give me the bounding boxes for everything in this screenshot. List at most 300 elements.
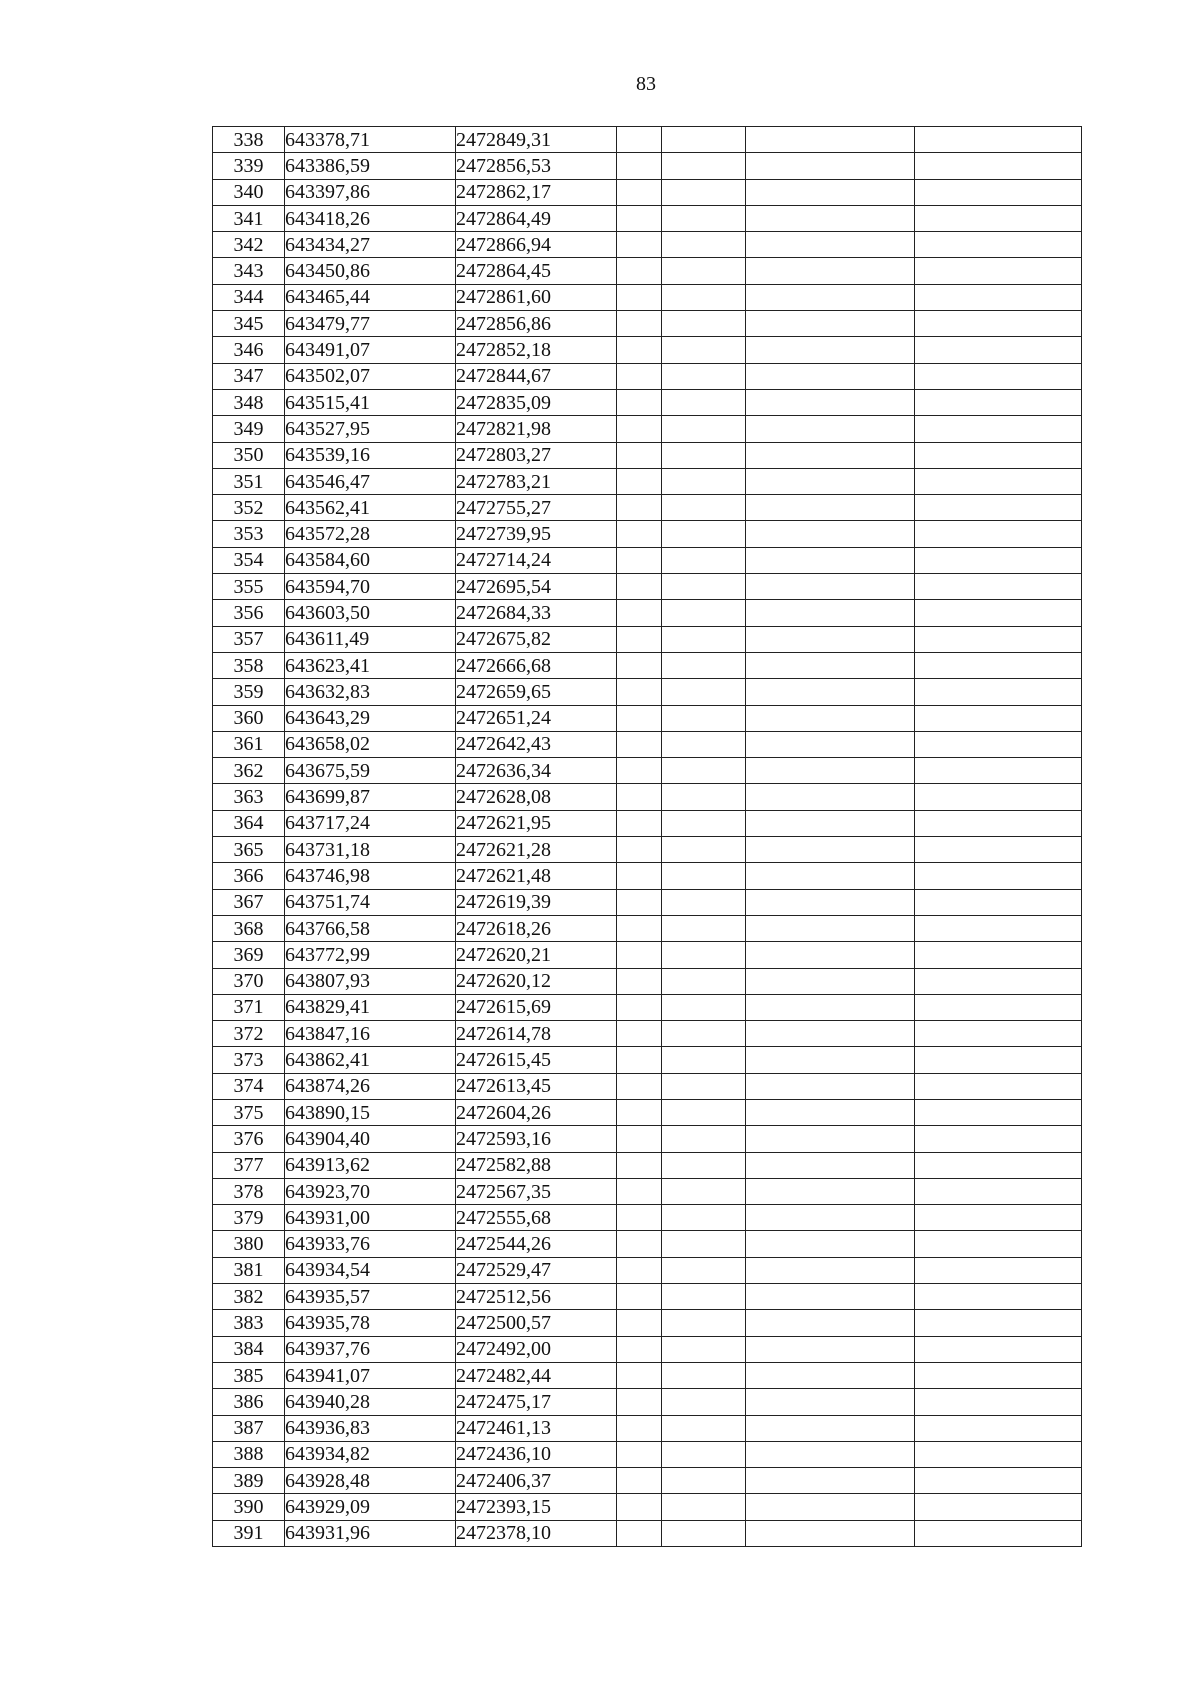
empty-cell [915, 205, 1082, 231]
empty-cell [662, 311, 746, 337]
x-coordinate-cell: 643937,76 [285, 1336, 456, 1362]
table-row [213, 521, 1082, 547]
empty-cell [746, 784, 915, 810]
empty-cell [746, 574, 915, 600]
x-coordinate-cell: 643572,28 [285, 521, 456, 547]
empty-cell [746, 179, 915, 205]
y-coordinate-cell: 2472659,65 [456, 679, 617, 705]
table-row [213, 784, 1082, 810]
table-row [213, 731, 1082, 757]
x-coordinate-cell: 643941,07 [285, 1362, 456, 1388]
empty-cell [746, 205, 915, 231]
empty-cell [662, 337, 746, 363]
table-row [213, 837, 1082, 863]
table-row [213, 1415, 1082, 1441]
x-coordinate-cell: 643378,71 [285, 127, 456, 153]
empty-cell [662, 179, 746, 205]
y-coordinate-cell: 2472475,17 [456, 1389, 617, 1415]
empty-cell [915, 363, 1082, 389]
empty-cell [617, 1126, 662, 1152]
empty-cell [915, 1468, 1082, 1494]
table-row [213, 1520, 1082, 1546]
y-coordinate-cell: 2472378,10 [456, 1520, 617, 1546]
y-coordinate-cell: 2472512,56 [456, 1284, 617, 1310]
empty-cell [915, 574, 1082, 600]
x-coordinate-cell: 643934,82 [285, 1441, 456, 1467]
empty-cell [746, 127, 915, 153]
table-row [213, 1494, 1082, 1520]
point-number-cell: 376 [213, 1126, 285, 1152]
y-coordinate-cell: 2472544,26 [456, 1231, 617, 1257]
x-coordinate-cell: 643546,47 [285, 468, 456, 494]
y-coordinate-cell: 2472856,86 [456, 311, 617, 337]
table-row [213, 311, 1082, 337]
point-number-cell: 359 [213, 679, 285, 705]
empty-cell [662, 705, 746, 731]
point-number-cell: 353 [213, 521, 285, 547]
empty-cell [617, 495, 662, 521]
empty-cell [915, 784, 1082, 810]
point-number-cell: 352 [213, 495, 285, 521]
y-coordinate-cell: 2472864,45 [456, 258, 617, 284]
empty-cell [746, 258, 915, 284]
point-number-cell: 383 [213, 1310, 285, 1336]
empty-cell [915, 758, 1082, 784]
x-coordinate-cell: 643731,18 [285, 837, 456, 863]
empty-cell [617, 337, 662, 363]
empty-cell [746, 1494, 915, 1520]
table-row [213, 626, 1082, 652]
empty-cell [662, 1021, 746, 1047]
point-number-cell: 375 [213, 1099, 285, 1125]
empty-cell [617, 153, 662, 179]
point-number-cell: 373 [213, 1047, 285, 1073]
point-number-cell: 363 [213, 784, 285, 810]
empty-cell [617, 363, 662, 389]
empty-cell [617, 679, 662, 705]
empty-cell [617, 284, 662, 310]
table-row [213, 127, 1082, 153]
empty-cell [617, 442, 662, 468]
y-coordinate-cell: 2472621,28 [456, 837, 617, 863]
point-number-cell: 384 [213, 1336, 285, 1362]
point-number-cell: 338 [213, 127, 285, 153]
empty-cell [617, 652, 662, 678]
empty-cell [915, 389, 1082, 415]
empty-cell [662, 1099, 746, 1125]
empty-cell [662, 1205, 746, 1231]
empty-cell [617, 521, 662, 547]
empty-cell [617, 1284, 662, 1310]
point-number-cell: 388 [213, 1441, 285, 1467]
empty-cell [746, 942, 915, 968]
x-coordinate-cell: 643397,86 [285, 179, 456, 205]
x-coordinate-cell: 643632,83 [285, 679, 456, 705]
y-coordinate-cell: 2472529,47 [456, 1257, 617, 1283]
empty-cell [617, 1152, 662, 1178]
point-number-cell: 379 [213, 1205, 285, 1231]
empty-cell [617, 810, 662, 836]
empty-cell [617, 731, 662, 757]
point-number-cell: 374 [213, 1073, 285, 1099]
empty-cell [746, 994, 915, 1020]
table-row [213, 337, 1082, 363]
point-number-cell: 347 [213, 363, 285, 389]
x-coordinate-cell: 643594,70 [285, 574, 456, 600]
empty-cell [746, 1389, 915, 1415]
empty-cell [662, 679, 746, 705]
empty-cell [915, 232, 1082, 258]
table-row [213, 1362, 1082, 1388]
empty-cell [746, 153, 915, 179]
table-row [213, 1231, 1082, 1257]
y-coordinate-cell: 2472500,57 [456, 1310, 617, 1336]
y-coordinate-cell: 2472864,49 [456, 205, 617, 231]
empty-cell [915, 258, 1082, 284]
empty-cell [662, 205, 746, 231]
empty-cell [617, 889, 662, 915]
point-number-cell: 344 [213, 284, 285, 310]
empty-cell [915, 1441, 1082, 1467]
table-row [213, 1441, 1082, 1467]
empty-cell [746, 1468, 915, 1494]
table-row [213, 1336, 1082, 1362]
empty-cell [617, 1494, 662, 1520]
empty-cell [662, 416, 746, 442]
empty-cell [617, 968, 662, 994]
empty-cell [662, 153, 746, 179]
point-number-cell: 366 [213, 863, 285, 889]
y-coordinate-cell: 2472482,44 [456, 1362, 617, 1388]
x-coordinate-cell: 643527,95 [285, 416, 456, 442]
empty-cell [746, 521, 915, 547]
point-number-cell: 360 [213, 705, 285, 731]
empty-cell [746, 731, 915, 757]
y-coordinate-cell: 2472675,82 [456, 626, 617, 652]
table-row [213, 258, 1082, 284]
coordinates-table [212, 126, 1082, 1547]
empty-cell [746, 1415, 915, 1441]
empty-cell [915, 705, 1082, 731]
x-coordinate-cell: 643603,50 [285, 600, 456, 626]
x-coordinate-cell: 643515,41 [285, 389, 456, 415]
point-number-cell: 378 [213, 1178, 285, 1204]
empty-cell [617, 205, 662, 231]
x-coordinate-cell: 643643,29 [285, 705, 456, 731]
y-coordinate-cell: 2472714,24 [456, 547, 617, 573]
point-number-cell: 386 [213, 1389, 285, 1415]
y-coordinate-cell: 2472620,12 [456, 968, 617, 994]
y-coordinate-cell: 2472406,37 [456, 1468, 617, 1494]
table-row [213, 205, 1082, 231]
x-coordinate-cell: 643923,70 [285, 1178, 456, 1204]
point-number-cell: 349 [213, 416, 285, 442]
x-coordinate-cell: 643751,74 [285, 889, 456, 915]
table-row [213, 153, 1082, 179]
y-coordinate-cell: 2472844,67 [456, 363, 617, 389]
empty-cell [662, 468, 746, 494]
empty-cell [915, 1073, 1082, 1099]
table-row [213, 1073, 1082, 1099]
table-row [213, 968, 1082, 994]
empty-cell [746, 1205, 915, 1231]
empty-cell [617, 1310, 662, 1336]
empty-cell [617, 127, 662, 153]
y-coordinate-cell: 2472615,69 [456, 994, 617, 1020]
empty-cell [662, 968, 746, 994]
empty-cell [915, 994, 1082, 1020]
empty-cell [915, 1126, 1082, 1152]
x-coordinate-cell: 643936,83 [285, 1415, 456, 1441]
empty-cell [915, 1494, 1082, 1520]
empty-cell [746, 705, 915, 731]
empty-cell [746, 547, 915, 573]
y-coordinate-cell: 2472593,16 [456, 1126, 617, 1152]
empty-cell [746, 968, 915, 994]
empty-cell [746, 311, 915, 337]
y-coordinate-cell: 2472783,21 [456, 468, 617, 494]
empty-cell [746, 810, 915, 836]
empty-cell [915, 495, 1082, 521]
empty-cell [662, 495, 746, 521]
point-number-cell: 361 [213, 731, 285, 757]
x-coordinate-cell: 643933,76 [285, 1231, 456, 1257]
page-number: 83 [636, 73, 656, 95]
table-row [213, 600, 1082, 626]
x-coordinate-cell: 643829,41 [285, 994, 456, 1020]
empty-cell [617, 784, 662, 810]
empty-cell [617, 1441, 662, 1467]
empty-cell [915, 1152, 1082, 1178]
empty-cell [915, 915, 1082, 941]
empty-cell [617, 389, 662, 415]
empty-cell [746, 232, 915, 258]
table-row [213, 1152, 1082, 1178]
empty-cell [617, 232, 662, 258]
point-number-cell: 342 [213, 232, 285, 258]
empty-cell [617, 1468, 662, 1494]
x-coordinate-cell: 643479,77 [285, 311, 456, 337]
empty-cell [662, 284, 746, 310]
empty-cell [617, 600, 662, 626]
x-coordinate-cell: 643807,93 [285, 968, 456, 994]
empty-cell [617, 758, 662, 784]
y-coordinate-cell: 2472567,35 [456, 1178, 617, 1204]
table-row [213, 1284, 1082, 1310]
y-coordinate-cell: 2472621,95 [456, 810, 617, 836]
table-body [213, 127, 1082, 1547]
x-coordinate-cell: 643890,15 [285, 1099, 456, 1125]
empty-cell [915, 1257, 1082, 1283]
empty-cell [915, 1520, 1082, 1546]
empty-cell [915, 626, 1082, 652]
empty-cell [915, 837, 1082, 863]
empty-cell [915, 600, 1082, 626]
empty-cell [746, 652, 915, 678]
x-coordinate-cell: 643418,26 [285, 205, 456, 231]
empty-cell [662, 652, 746, 678]
y-coordinate-cell: 2472620,21 [456, 942, 617, 968]
empty-cell [662, 1310, 746, 1336]
empty-cell [662, 1047, 746, 1073]
table-row [213, 495, 1082, 521]
empty-cell [746, 442, 915, 468]
x-coordinate-cell: 643746,98 [285, 863, 456, 889]
x-coordinate-cell: 643847,16 [285, 1021, 456, 1047]
empty-cell [617, 1415, 662, 1441]
empty-cell [746, 1441, 915, 1467]
y-coordinate-cell: 2472866,94 [456, 232, 617, 258]
table-row [213, 1047, 1082, 1073]
empty-cell [662, 1468, 746, 1494]
empty-cell [662, 1152, 746, 1178]
y-coordinate-cell: 2472393,15 [456, 1494, 617, 1520]
table-row [213, 574, 1082, 600]
x-coordinate-cell: 643434,27 [285, 232, 456, 258]
point-number-cell: 357 [213, 626, 285, 652]
x-coordinate-cell: 643584,60 [285, 547, 456, 573]
empty-cell [617, 1257, 662, 1283]
y-coordinate-cell: 2472636,34 [456, 758, 617, 784]
table-row [213, 1099, 1082, 1125]
x-coordinate-cell: 643450,86 [285, 258, 456, 284]
empty-cell [746, 837, 915, 863]
y-coordinate-cell: 2472436,10 [456, 1441, 617, 1467]
empty-cell [915, 1415, 1082, 1441]
empty-cell [915, 731, 1082, 757]
empty-cell [662, 521, 746, 547]
point-number-cell: 345 [213, 311, 285, 337]
empty-cell [617, 1099, 662, 1125]
point-number-cell: 365 [213, 837, 285, 863]
point-number-cell: 358 [213, 652, 285, 678]
empty-cell [746, 416, 915, 442]
empty-cell [617, 311, 662, 337]
table-row [213, 547, 1082, 573]
empty-cell [662, 600, 746, 626]
empty-cell [915, 337, 1082, 363]
empty-cell [662, 1415, 746, 1441]
table-row [213, 442, 1082, 468]
empty-cell [915, 284, 1082, 310]
empty-cell [617, 547, 662, 573]
x-coordinate-cell: 643913,62 [285, 1152, 456, 1178]
x-coordinate-cell: 643491,07 [285, 337, 456, 363]
empty-cell [617, 1047, 662, 1073]
empty-cell [746, 758, 915, 784]
table-row [213, 758, 1082, 784]
empty-cell [915, 547, 1082, 573]
point-number-cell: 340 [213, 179, 285, 205]
empty-cell [746, 626, 915, 652]
y-coordinate-cell: 2472492,00 [456, 1336, 617, 1362]
table-row [213, 994, 1082, 1020]
point-number-cell: 368 [213, 915, 285, 941]
empty-cell [617, 626, 662, 652]
empty-cell [915, 442, 1082, 468]
table-row [213, 679, 1082, 705]
point-number-cell: 341 [213, 205, 285, 231]
empty-cell [662, 1362, 746, 1388]
empty-cell [662, 1284, 746, 1310]
empty-cell [662, 1494, 746, 1520]
x-coordinate-cell: 643772,99 [285, 942, 456, 968]
x-coordinate-cell: 643675,59 [285, 758, 456, 784]
empty-cell [617, 1231, 662, 1257]
empty-cell [746, 495, 915, 521]
empty-cell [915, 468, 1082, 494]
empty-cell [915, 1047, 1082, 1073]
table-row [213, 1205, 1082, 1231]
empty-cell [662, 915, 746, 941]
empty-cell [662, 389, 746, 415]
x-coordinate-cell: 643465,44 [285, 284, 456, 310]
empty-cell [746, 1520, 915, 1546]
empty-cell [617, 1362, 662, 1388]
x-coordinate-cell: 643766,58 [285, 915, 456, 941]
point-number-cell: 350 [213, 442, 285, 468]
empty-cell [915, 127, 1082, 153]
y-coordinate-cell: 2472803,27 [456, 442, 617, 468]
empty-cell [662, 837, 746, 863]
x-coordinate-cell: 643940,28 [285, 1389, 456, 1415]
table-row [213, 705, 1082, 731]
y-coordinate-cell: 2472615,45 [456, 1047, 617, 1073]
y-coordinate-cell: 2472684,33 [456, 600, 617, 626]
point-number-cell: 346 [213, 337, 285, 363]
empty-cell [915, 810, 1082, 836]
empty-cell [617, 1178, 662, 1204]
y-coordinate-cell: 2472461,13 [456, 1415, 617, 1441]
point-number-cell: 354 [213, 547, 285, 573]
empty-cell [915, 416, 1082, 442]
x-coordinate-cell: 643658,02 [285, 731, 456, 757]
y-coordinate-cell: 2472861,60 [456, 284, 617, 310]
point-number-cell: 370 [213, 968, 285, 994]
empty-cell [746, 1099, 915, 1125]
x-coordinate-cell: 643935,78 [285, 1310, 456, 1336]
empty-cell [915, 1099, 1082, 1125]
y-coordinate-cell: 2472618,26 [456, 915, 617, 941]
y-coordinate-cell: 2472862,17 [456, 179, 617, 205]
empty-cell [746, 1178, 915, 1204]
empty-cell [915, 521, 1082, 547]
empty-cell [915, 1336, 1082, 1362]
point-number-cell: 377 [213, 1152, 285, 1178]
empty-cell [746, 1126, 915, 1152]
y-coordinate-cell: 2472695,54 [456, 574, 617, 600]
point-number-cell: 355 [213, 574, 285, 600]
y-coordinate-cell: 2472739,95 [456, 521, 617, 547]
table-row [213, 1178, 1082, 1204]
empty-cell [617, 416, 662, 442]
empty-cell [746, 363, 915, 389]
empty-cell [617, 994, 662, 1020]
empty-cell [915, 863, 1082, 889]
empty-cell [746, 600, 915, 626]
x-coordinate-cell: 643699,87 [285, 784, 456, 810]
empty-cell [662, 1126, 746, 1152]
empty-cell [662, 626, 746, 652]
table-row [213, 915, 1082, 941]
empty-cell [746, 863, 915, 889]
point-number-cell: 385 [213, 1362, 285, 1388]
empty-cell [617, 1073, 662, 1099]
empty-cell [915, 1178, 1082, 1204]
empty-cell [662, 232, 746, 258]
empty-cell [662, 1073, 746, 1099]
empty-cell [662, 863, 746, 889]
